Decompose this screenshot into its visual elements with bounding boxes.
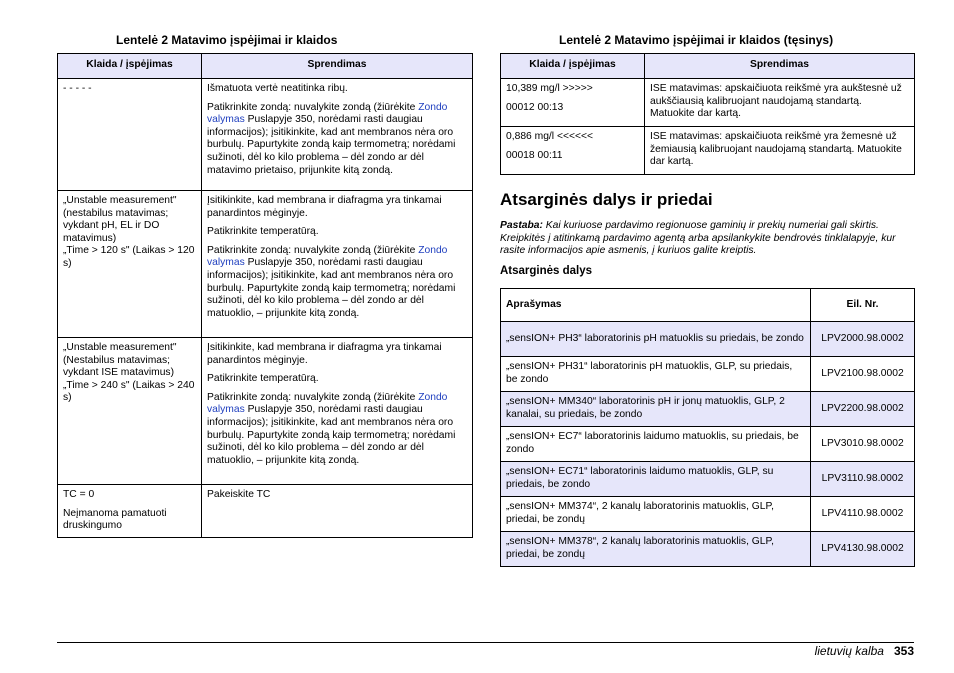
table-row xyxy=(58,338,473,485)
section-title: Atsarginės dalys ir priedai xyxy=(500,190,713,209)
header-error: Klaida / įspėjimas xyxy=(58,54,202,79)
footer-language: lietuvių kalba xyxy=(814,644,884,658)
left-table-caption: Lentelė 2 Matavimo įspėjimai ir klaidos xyxy=(116,33,338,47)
part-description: „sensION+ PH3“ laboratorinis pH matuoklis su priedais, be zondo xyxy=(501,322,811,357)
error-cell: 0,886 mg/l <<<<<< 00018 00:11 xyxy=(501,127,645,175)
part-description: „sensION+ MM378“, 2 kanalų laboratorinis matuoklis, GLP, priedai, be zondų xyxy=(501,532,811,567)
table-header-row xyxy=(501,289,915,322)
table-row xyxy=(501,127,915,175)
header-solution: Sprendimas xyxy=(645,54,915,79)
table-row xyxy=(501,79,915,127)
link-zondo-valymas[interactable]: Zondo valymas xyxy=(207,101,448,126)
part-number: LPV3110.98.0002 xyxy=(811,462,915,497)
table-row xyxy=(501,322,915,357)
part-number: LPV2000.98.0002 xyxy=(811,322,915,357)
table-row xyxy=(501,497,915,532)
note-label: Pastaba: xyxy=(500,220,543,231)
errors-table xyxy=(57,53,473,538)
table-row xyxy=(501,357,915,392)
error-cell: „Unstable measurement" (Nestabilus matavimas; vykdant ISE matavimus) „Time > 240 s" (Laikas > 240 s) xyxy=(58,338,202,485)
part-number: LPV4130.98.0002 xyxy=(811,532,915,567)
solution-cell: Įsitikinkite, kad membrana ir diafragma yra tinkamai panardintos mėginyje. Patikrinkite temperatūrą. Patikrinkite zondą: nuvalykite zondą (žiūrėkite Zondo valymas Puslapyje 350, norėdami rasti daugiau informacijos); įsitikinkite, kad ant membranos nėra oro burbulų. Papurtykite zondą kaip termometrą; norėdami sužinoti, dėl ko kilo problema – dėl zondo ar dėl matuoklio, – prijunkite kitą zondą. xyxy=(202,338,473,485)
table-row xyxy=(501,462,915,497)
solution-cell: Pakeiskite TC xyxy=(202,485,473,538)
solution-cell: ISE matavimas: apskaičiuota reikšmė yra aukštesnė už aukščiausią kalibruojant naudojamą standartą. Matuokite dar kartą. xyxy=(645,79,915,127)
part-description: „sensION+ PH31“ laboratorinis pH matuoklis, GLP, su priedais, be zondo xyxy=(501,357,811,392)
error-cell: TC = 0 Neįmanoma pamatuoti druskingumo xyxy=(58,485,202,538)
solution-cell: ISE matavimas: apskaičiuota reikšmė yra žemesnė už žemiausią kalibruojant naudojamą standartą. Matuokite dar kartą. xyxy=(645,127,915,175)
link-zondo-valymas[interactable]: Zondo valymas xyxy=(207,391,448,416)
table-row xyxy=(58,191,473,338)
solution-cell: Išmatuota vertė neatitinka ribų. Patikrinkite zondą: nuvalykite zondą (žiūrėkite Zondo valymas Puslapyje 350, norėdami rasti daugiau informacijos); įsitikinkite, kad ant membranos nėra oro burbulų. Papurtykite zondą kaip termometrą; norėdami sužinoti, dėl ko kilo problema – dėl zondo ar dėl matavimo prietaiso, prijunkite kitą zondą. xyxy=(202,79,473,191)
error-cell: 10,389 mg/l >>>>> 00012 00:13 xyxy=(501,79,645,127)
footer-divider xyxy=(57,642,914,643)
error-cell: „Unstable measurement" (nestabilus matavimas; vykdant pH, EL ir DO matavimus) „Time > 120 s" (Laikas > 120 s) xyxy=(58,191,202,338)
table-row xyxy=(501,392,915,427)
part-number: LPV2200.98.0002 xyxy=(811,392,915,427)
solution-cell: Įsitikinkite, kad membrana ir diafragma yra tinkamai panardintos mėginyje. Patikrinkite temperatūrą. Patikrinkite zondą: nuvalykite zondą (žiūrėkite Zondo valymas Puslapyje 350, norėdami rasti daugiau informacijos); įsitikinkite, kad ant membranos nėra oro burbulų. Papurtykite zondą kaip termometrą; norėdami sužinoti, dėl ko kilo problema – dėl zondo ar dėl matuoklio, – prijunkite kitą zondą. xyxy=(202,191,473,338)
part-description: „sensION+ MM374“, 2 kanalų laboratorinis matuoklis, GLP, priedai, be zondų xyxy=(501,497,811,532)
right-table-caption: Lentelė 2 Matavimo įspėjimai ir klaidos (tęsinys) xyxy=(559,33,834,47)
page-number: 353 xyxy=(893,644,914,658)
header-item-number: Eil. Nr. xyxy=(811,289,915,322)
part-description: „sensION+ EC7“ laboratorinis laidumo matuoklis, su priedais, be zondo xyxy=(501,427,811,462)
header-description: Aprašymas xyxy=(501,289,811,322)
table-header-row xyxy=(58,54,473,79)
note-paragraph: Pastaba: Kai kuriuose pardavimo regionuose gaminių ir prekių numeriai gali skirtis. Kreipkitės į atitinkamą pardavimo agentą arba apsilankykite bendrovės tinklalapyje, kur rasite informacijos apie asmenis, į kuriuos galite kreiptis. xyxy=(500,220,896,257)
error-cell: - - - - - xyxy=(58,79,202,191)
page-footer xyxy=(815,644,914,658)
part-number: LPV2100.98.0002 xyxy=(811,357,915,392)
header-solution: Sprendimas xyxy=(202,54,473,79)
table-row xyxy=(58,79,473,191)
link-zondo-valymas[interactable]: Zondo valymas xyxy=(207,244,448,269)
errors-table-continued xyxy=(500,53,915,175)
table-header-row xyxy=(501,54,915,79)
subheading-spare-parts: Atsarginės dalys xyxy=(500,265,593,277)
table-row xyxy=(501,532,915,567)
table-row xyxy=(501,427,915,462)
part-description: „sensION+ EC71“ laboratorinis laidumo matuoklis, GLP, su priedais, be zondo xyxy=(501,462,811,497)
table-row xyxy=(58,485,473,538)
header-error: Klaida / įspėjimas xyxy=(501,54,645,79)
part-description: „sensION+ MM340“ laboratorinis pH ir jonų matuoklis, GLP, 2 kanalai, su priedais, be zondo xyxy=(501,392,811,427)
part-number: LPV3010.98.0002 xyxy=(811,427,915,462)
spare-parts-table xyxy=(500,288,915,567)
part-number: LPV4110.98.0002 xyxy=(811,497,915,532)
